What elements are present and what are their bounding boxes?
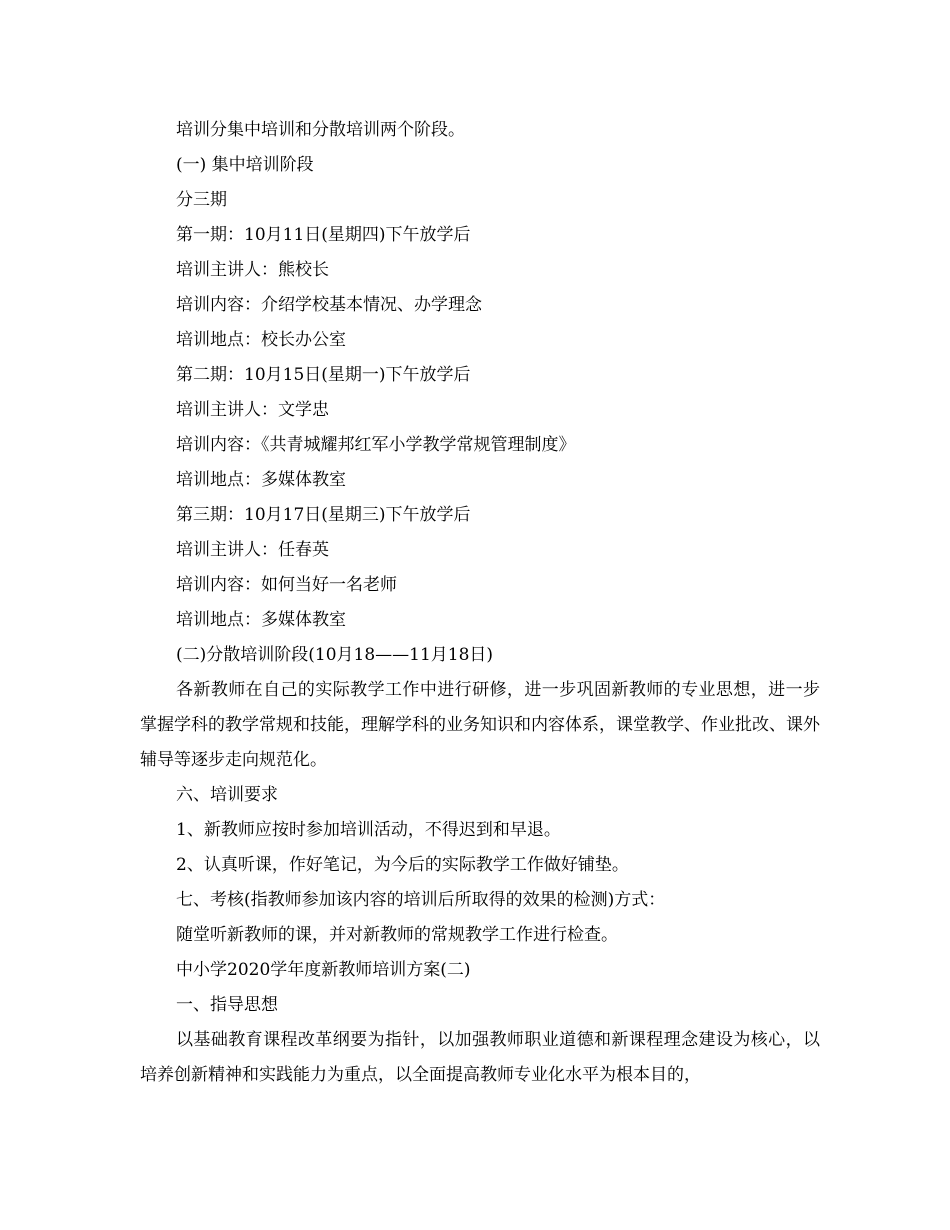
session-3-location: 培训地点：多媒体教室	[176, 610, 346, 630]
session-2-speaker: 培训主讲人：文学忠	[176, 400, 329, 420]
text-line: 分三期	[176, 190, 227, 210]
guiding-paragraph: 以基础教育课程改革纲要为指针，以加强教师职业道德和新课程理念建设为核心，以培养创新精神和实践能力为重点，以全面提高教师专业化水平为根本目的，	[140, 1030, 820, 1085]
session-2-content: 培训内容：《共青城耀邦红军小学教学常规管理制度》	[176, 435, 576, 455]
session-1-location: 培训地点：校长办公室	[176, 330, 346, 350]
session-1-content: 培训内容：介绍学校基本情况、办学理念	[176, 295, 482, 315]
text-line: 培训分集中培训和分散培训两个阶段。	[176, 120, 465, 140]
document-title: 中小学2020学年度新教师培训方案(二)	[176, 960, 471, 980]
section-heading: 七、考核(指教师参加该内容的培训后所取得的效果的检测)方式：	[176, 890, 666, 910]
section-heading: 六、培训要求	[176, 785, 278, 805]
session-2-date: 第二期：10月15日(星期一)下午放学后	[176, 365, 471, 385]
section-heading: (二)分散培训阶段(10月18——11月18日)	[176, 645, 494, 665]
session-2-location: 培训地点：多媒体教室	[176, 470, 346, 490]
session-1-date: 第一期：10月11日(星期四)下午放学后	[176, 225, 471, 245]
requirement-item: 2、认真听课，作好笔记，为今后的实际教学工作做好铺垫。	[176, 855, 629, 875]
session-3-speaker: 培训主讲人：任春英	[176, 540, 329, 560]
text-line: 随堂听新教师的课，并对新教师的常规教学工作进行检查。	[176, 925, 618, 945]
section-heading: (一) 集中培训阶段	[176, 155, 314, 175]
research-paragraph: 各新教师在自己的实际教学工作中进行研修，进一步巩固新教师的专业思想，进一步掌握学科的教学常规和技能，理解学科的业务知识和内容体系，课堂教学、作业批改、课外辅导等逐步走向规范化。	[140, 680, 820, 770]
session-3-date: 第三期：10月17日(星期三)下午放学后	[176, 505, 471, 525]
session-1-speaker: 培训主讲人：熊校长	[176, 260, 329, 280]
section-heading: 一、指导思想	[176, 995, 278, 1015]
session-3-content: 培训内容：如何当好一名老师	[176, 575, 397, 595]
requirement-item: 1、新教师应按时参加培训活动，不得迟到和早退。	[176, 820, 561, 840]
document-body	[140, 113, 820, 1093]
